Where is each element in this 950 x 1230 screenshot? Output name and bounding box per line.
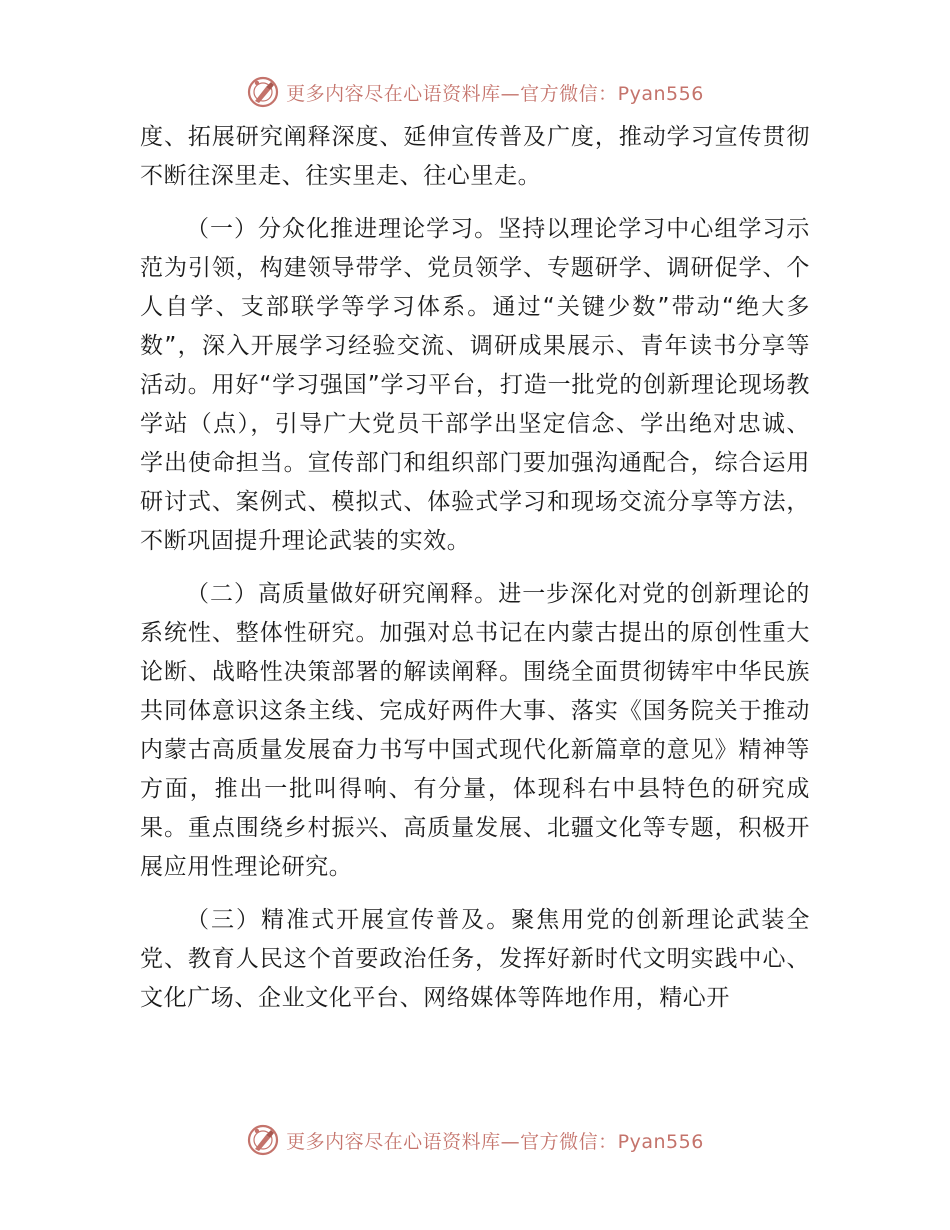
header-banner-text: 更多内容尽在心语资料库—官方微信：Pyan556 [286,82,704,105]
paragraph-section-1: （一）分众化推进理论学习。坚持以理论学习中心组学习示范为引领，构建领导带学、党员领学、专题研学、调研促学、个人自学、支部联学等学习体系。通过“关键少数”带动“绝大多数”，深入开展学习经验交流、调研成果展示、青年读书分享等活动。用好“学习强国”学习平台，打造一批党的创新理论现场教学站（点），引导广大党员干部学出坚定信念、学出绝对忠诚、学出使命担当。宣传部门和组织部门要加强沟通配合，综合运用研讨式、案例式、模拟式、体验式学习和现场交流分享等方法，不断巩固提升理论武装的实效。 [140,216,810,554]
paragraph-section-3: （三）精准式开展宣传普及。聚焦用党的创新理论武装全党、教育人民这个首要政治任务，发挥好新时代文明实践中心、文化广场、企业文化平台、网络媒体等阵地作用，精心开 [140,907,810,1011]
paragraph-section-2: （二）高质量做好研究阐释。进一步深化对党的创新理论的系统性、整体性研究。加强对总书记在内蒙古提出的原创性重大论断、战略性决策部署的解读阐释。围绕全面贯彻铸牢中华民族共同体意识这条主线、完成好两件大事、落实《国务院关于推动内蒙古高质量发展奋力书写中国式现代化新篇章的意见》精神等方面，推出一批叫得响、有分量，体现科右中县特色的研究成果。重点围绕乡村振兴、高质量发展、北疆文化等专题，积极开展应用性理论研究。 [140,581,810,880]
header-banner [0,72,950,112]
document-body [140,118,810,1018]
pen-nib-seal-icon [246,1123,280,1157]
paragraph-continuation: 度、拓展研究阐释深度、延伸宣传普及广度，推动学习宣传贯彻不断往深里走、往实里走、往心里走。 [140,124,810,189]
pen-nib-seal-icon [246,75,280,109]
footer-banner-text: 更多内容尽在心语资料库—官方微信：Pyan556 [286,1130,704,1153]
footer-banner [0,1120,950,1160]
